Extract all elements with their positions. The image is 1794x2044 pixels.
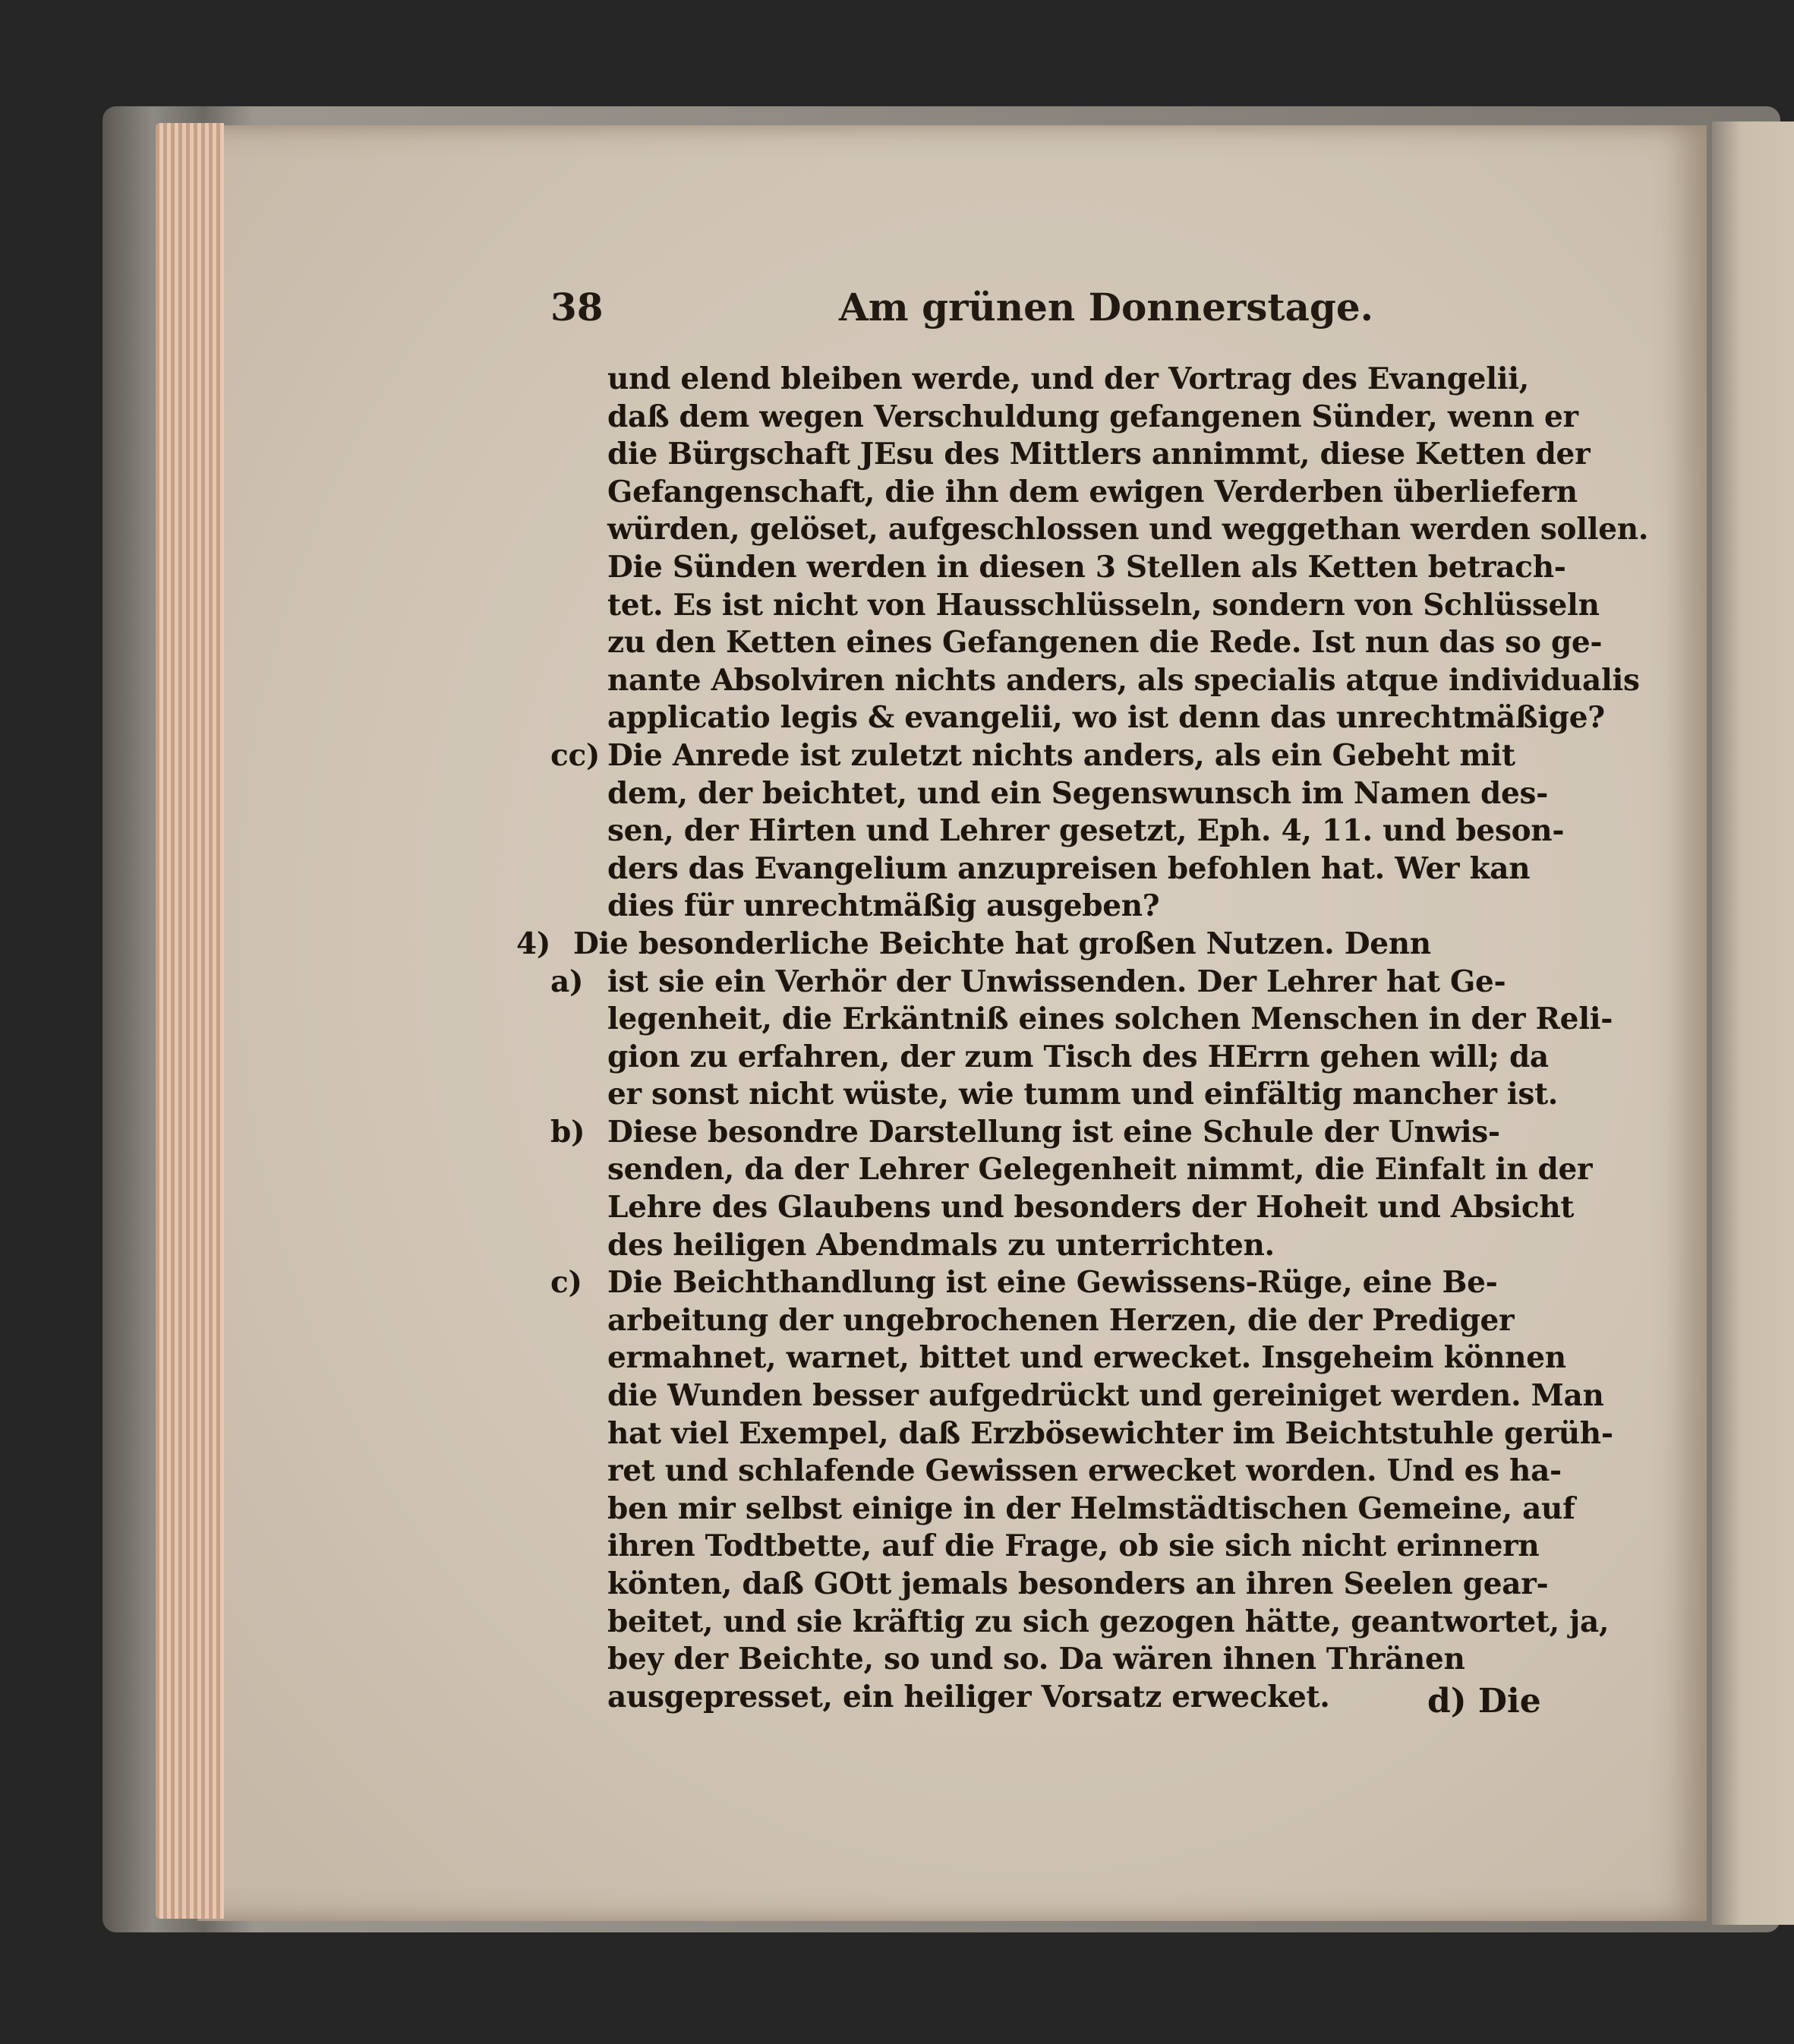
body-text bbox=[516, 361, 1649, 1716]
item-marker: cc) bbox=[550, 737, 601, 773]
text-line: ihren Todtbette, auf die Frage, ob sie sich nicht erinnern bbox=[607, 1528, 1540, 1564]
text-line: legenheit, die Erkäntniß eines solchen Menschen in der Reli- bbox=[607, 1001, 1613, 1037]
text-line: nante Absolviren nichts anders, als specialis atque individualis bbox=[607, 662, 1640, 698]
page-number: 38 bbox=[550, 285, 604, 330]
item-marker: 4) bbox=[516, 926, 550, 961]
text-line: beitet, und sie kräftig zu sich gezogen hätte, geantwortet, ja, bbox=[607, 1604, 1610, 1639]
text-line: dem, der beichtet, und ein Segenswunsch im Namen des- bbox=[607, 775, 1549, 811]
text-line: Die Beichthandlung ist eine Gewissens-Rüge, eine Be- bbox=[607, 1265, 1498, 1301]
text-line: bey der Beichte, so und so. Da wären ihnen Thränen bbox=[607, 1642, 1465, 1677]
text-line: sen, der Hirten und Lehrer gesetzt, Eph. 4, 11. und beson- bbox=[607, 813, 1565, 849]
text-line: Die Anrede ist zuletzt nichts anders, als ein Gebeht mit bbox=[607, 737, 1515, 773]
text-line: ders das Evangelium anzupreisen befohlen hat. Wer kan bbox=[607, 850, 1531, 886]
text-line: gion zu erfahren, der zum Tisch des HErrn gehen will; da bbox=[607, 1039, 1549, 1074]
text-line: hat viel Exempel, daß Erzbösewichter im Beichtstuhle gerüh- bbox=[607, 1415, 1613, 1451]
text-line: Diese besondre Darstellung ist eine Schule der Unwis- bbox=[607, 1114, 1500, 1150]
text-line: er sonst nicht wüste, wie tumm und einfältig mancher ist. bbox=[607, 1077, 1559, 1112]
item-marker: a) bbox=[550, 964, 584, 999]
catchword: d) Die bbox=[1427, 1682, 1541, 1721]
text-line: würden, gelöset, aufgeschlossen und weggethan werden sollen. bbox=[607, 512, 1649, 547]
text-line: und elend bleiben werde, und der Vortrag des Evangelii, bbox=[607, 361, 1530, 396]
text-line: Gefangenschaft, die ihn dem ewigen Verderben überliefern bbox=[607, 474, 1578, 509]
text-line: Die Sünden werden in diesen 3 Stellen als Ketten betrach- bbox=[607, 549, 1566, 585]
page-header bbox=[550, 285, 1530, 338]
item-marker: c) bbox=[550, 1265, 582, 1301]
facing-page bbox=[1712, 121, 1794, 1925]
text-line: Lehre des Glaubens und besonders der Hoheit und Absicht bbox=[607, 1190, 1575, 1225]
text-line: des heiligen Abendmals zu unterrichten. bbox=[607, 1227, 1275, 1263]
text-line: zu den Ketten eines Gefangenen die Rede. Ist nun das so ge- bbox=[607, 625, 1603, 661]
text-block bbox=[607, 361, 1649, 737]
text-line: ret und schlafende Gewissen erwecket worden. Und es ha- bbox=[607, 1453, 1562, 1489]
text-block bbox=[550, 964, 1613, 1114]
page-edges bbox=[156, 123, 224, 1919]
item-marker: b) bbox=[550, 1114, 585, 1150]
text-line: ben mir selbst einige in der Helmstädtischen Gemeine, auf bbox=[607, 1490, 1575, 1526]
text-line: applicatio legis & evangelii, wo ist denn das unrechtmäßige? bbox=[607, 700, 1605, 736]
text-line: daß dem wegen Verschuldung gefangenen Sünder, wenn er bbox=[607, 399, 1578, 434]
text-line: ermahnet, warnet, bittet und erwecket. Insgeheim können bbox=[607, 1340, 1566, 1376]
text-line: könten, daß GOtt jemals besonders an ihren Seelen gear- bbox=[607, 1566, 1549, 1601]
text-line: Die besonderliche Beichte hat großen Nutzen. Denn bbox=[573, 926, 1431, 961]
text-block bbox=[550, 737, 1565, 926]
text-block bbox=[550, 1114, 1593, 1264]
text-block bbox=[550, 1264, 1613, 1716]
text-line: senden, da der Lehrer Gelegenheit nimmt, die Einfalt in der bbox=[607, 1152, 1593, 1188]
text-block bbox=[516, 926, 1541, 964]
text-line: ist sie ein Verhör der Unwissenden. Der Lehrer hat Ge- bbox=[607, 964, 1506, 999]
text-line: tet. Es ist nicht von Hausschlüsseln, sondern von Schlüsseln bbox=[607, 587, 1600, 623]
running-title: Am grünen Donnerstage. bbox=[839, 285, 1374, 330]
text-line: ausgepresset, ein heiliger Vorsatz erwecket. bbox=[607, 1679, 1330, 1714]
text-line: dies für unrechtmäßig ausgeben? bbox=[607, 888, 1160, 924]
text-line: die Bürgschaft JEsu des Mittlers annimmt, diese Ketten der bbox=[607, 437, 1591, 472]
text-line: die Wunden besser aufgedrückt und gereiniget werden. Man bbox=[607, 1378, 1604, 1414]
text-line: arbeitung der ungebrochenen Herzen, die der Prediger bbox=[607, 1302, 1515, 1338]
